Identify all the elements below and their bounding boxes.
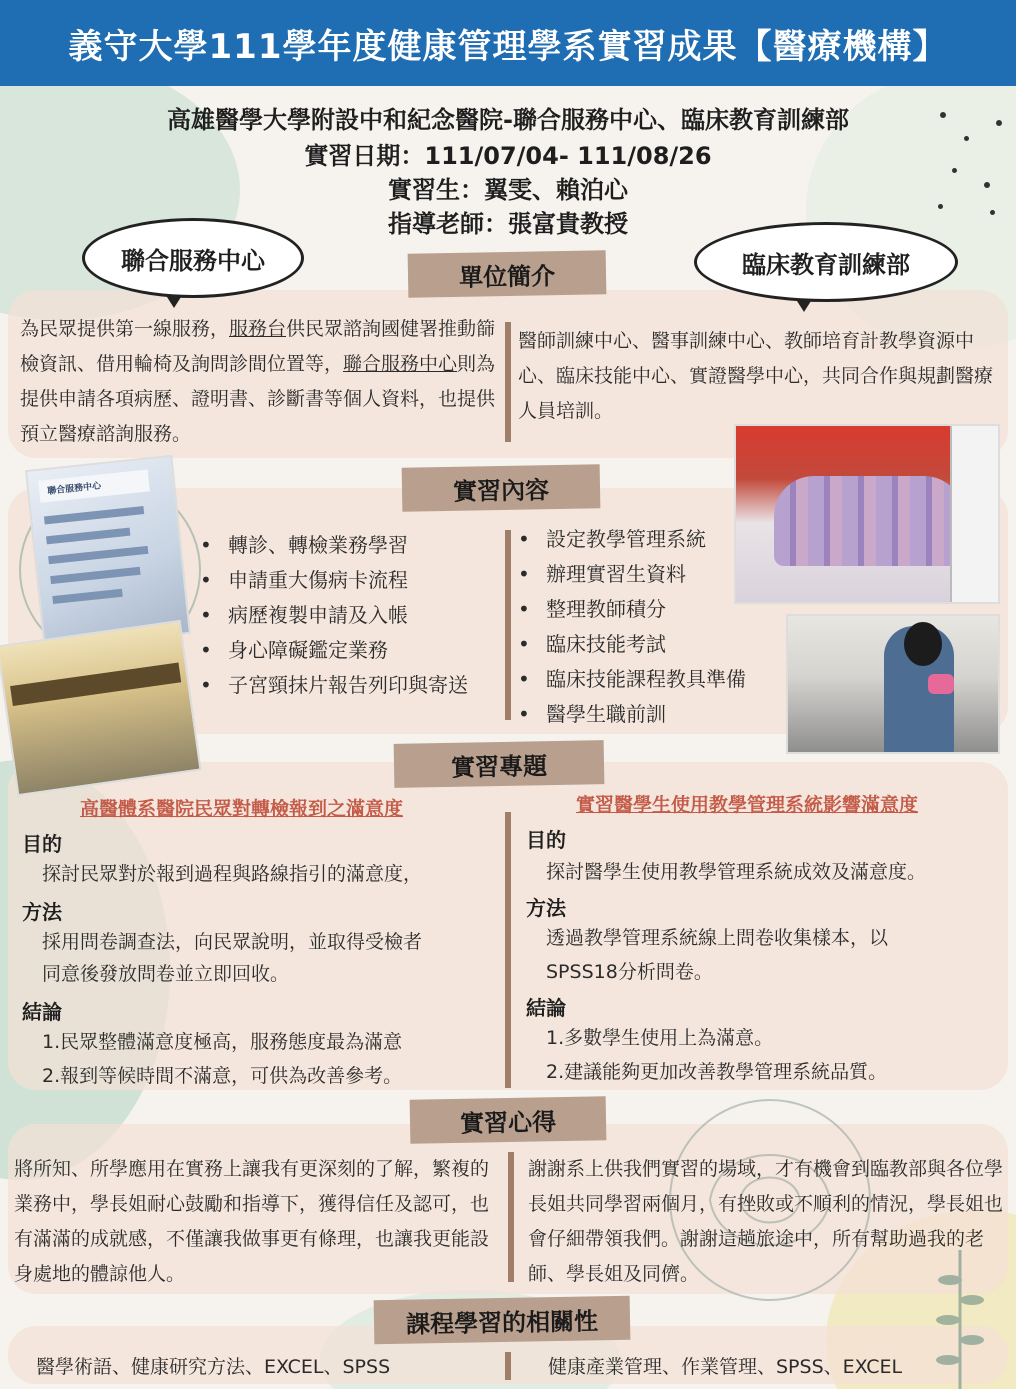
section-heading-relevance: 課程學習的相關性 bbox=[374, 1296, 631, 1344]
column-divider bbox=[505, 322, 511, 442]
clinical-skills-photo bbox=[786, 614, 1000, 754]
topic-right-result-label: 結論 bbox=[526, 996, 566, 1020]
advisor-line: 指導老師：張富貴教授 bbox=[388, 210, 628, 238]
section-heading-intro: 單位簡介 bbox=[408, 250, 607, 297]
topic-left-method-label: 方法 bbox=[22, 900, 62, 924]
column-divider bbox=[508, 1152, 514, 1282]
topic-left-title: 高醫體系醫院民眾對轉檢報到之滿意度 bbox=[80, 798, 404, 820]
topic-right-purpose: 探討醫學生使用教學管理系統成效及滿意度。 bbox=[546, 861, 927, 883]
intro-underlined-term: 聯合服務中心 bbox=[343, 353, 458, 375]
topic-left-result-line2: 2.報到等候時間不滿意，可供為改善參考。 bbox=[42, 1065, 403, 1087]
topic-left-result-label: 結論 bbox=[22, 1000, 62, 1024]
topic-left-purpose: 探討民眾對於報到過程與路線指引的滿意度， bbox=[42, 863, 423, 885]
service-center-task-list bbox=[200, 528, 510, 703]
institution-line: 高雄醫學大學附設中和紀念醫院-聯合服務中心、臨床教育訓練部 bbox=[167, 106, 849, 134]
photo-detail bbox=[44, 506, 144, 524]
photo-detail bbox=[928, 674, 954, 694]
list-item: • 病歷複製申請及入帳 bbox=[200, 598, 510, 633]
list-item: • 轉診、轉檢業務學習 bbox=[200, 528, 510, 563]
service-center-sign-photo bbox=[25, 455, 191, 649]
section-heading-reflection: 實習心得 bbox=[410, 1096, 607, 1143]
photo-detail bbox=[50, 567, 140, 584]
photo-detail bbox=[46, 528, 130, 545]
photo-sign-strip bbox=[38, 469, 150, 502]
photo-detail bbox=[774, 476, 964, 566]
intro-text-segment: 則為提供申請各項病歷、證明書、診斷書等個人資料，也提供預立醫療諮詢服務。 bbox=[20, 353, 496, 445]
intro-clinical-education-text: 醫師訓練中心、醫事訓練中心、教師培育計教學資源中心、臨床技能中心、實證醫學中心，共同合作與規劃醫療人員培訓。 bbox=[518, 330, 994, 422]
reflection-right-text: 謝謝系上供我們實習的場域，才有機會到臨教部與各位學長姐共同學習兩個月，有挫敗或不順利的情況，學長姐也會仔細帶領我們。謝謝這趟旅途中，所有幫助過我的老師、學長姐及同儕。 bbox=[528, 1158, 1004, 1285]
service-center-entrance-photo bbox=[0, 620, 202, 796]
intro-underlined-term: 服務台 bbox=[229, 318, 287, 340]
period-line: 實習日期：111/07/04- 111/08/26 bbox=[304, 142, 712, 170]
topic-right-result-line1: 1.多數學生使用上為滿意。 bbox=[546, 1027, 774, 1049]
topic-left-purpose-label: 目的 bbox=[22, 832, 62, 856]
photo-detail bbox=[48, 546, 148, 564]
topic-right-title: 實習醫學生使用教學管理系統影響滿意度 bbox=[576, 794, 919, 816]
section-heading-topics: 實習專題 bbox=[394, 740, 605, 788]
intro-service-center-text bbox=[20, 312, 500, 452]
page-title: 義守大學111學年度健康管理學系實習成果【醫療機構】 bbox=[68, 26, 948, 67]
topic-right-result-line2: 2.建議能夠更加改善教學管理系統品質。 bbox=[546, 1061, 888, 1083]
column-divider bbox=[505, 812, 511, 1088]
topic-right-method-label: 方法 bbox=[526, 896, 566, 920]
list-item: • 設定教學管理系統 bbox=[518, 522, 788, 557]
topic-right-method-line1: 透過教學管理系統線上問卷收集樣本，以 bbox=[546, 927, 889, 949]
list-item: • 申請重大傷病卡流程 bbox=[200, 563, 510, 598]
topic-left-method-line2: 同意後發放問卷並立即回收。 bbox=[42, 963, 290, 985]
photo-detail bbox=[10, 663, 181, 706]
intro-text-segment: 供民眾諮詢國健署推動篩檢資訊、借用輪椅及詢問診間位置等， bbox=[20, 318, 496, 375]
topic-right-method-line2: SPSS18分析問卷。 bbox=[546, 961, 713, 983]
topic-left-result-line1: 1.民眾整體滿意度極高，服務態度最為滿意 bbox=[42, 1031, 403, 1053]
clinical-education-task-list bbox=[518, 522, 788, 732]
header-bar bbox=[0, 0, 1016, 86]
photo-detail bbox=[904, 622, 942, 666]
unit-bubble-service-center: 聯合服務中心 bbox=[82, 218, 304, 298]
list-item: • 整理教師積分 bbox=[518, 592, 788, 627]
reflection-left-text: 將所知、所學應用在實務上讓我有更深刻的了解，繁複的業務中，學長姐耐心鼓勵和指導下，獲得信任及認可，也有滿滿的成就感，不僅讓我做事更有條理，也讓我更能設身處地的體諒他人。 bbox=[14, 1158, 490, 1285]
list-item: • 臨床技能課程教具準備 bbox=[518, 662, 788, 697]
relevance-left-text: 醫學術語、健康研究方法、EXCEL、SPSS bbox=[36, 1356, 391, 1378]
topic-left-method-line1: 採用問卷調查法，向民眾說明，並取得受檢者 bbox=[42, 931, 423, 953]
column-divider bbox=[505, 1352, 511, 1380]
intro-text-segment: 為民眾提供第一線服務， bbox=[20, 318, 230, 340]
section-heading-content: 實習內容 bbox=[402, 464, 601, 511]
list-item: • 身心障礙鑑定業務 bbox=[200, 633, 510, 668]
photo-sign-text: 聯合服務中心 bbox=[46, 481, 102, 497]
list-item: • 醫學生職前訓 bbox=[518, 697, 788, 732]
interns-line: 實習生：翼雯、賴泊心 bbox=[388, 176, 628, 204]
topic-right-purpose-label: 目的 bbox=[526, 828, 566, 852]
photo-detail bbox=[950, 426, 998, 604]
photo-detail bbox=[52, 589, 122, 604]
list-item: • 辦理實習生資料 bbox=[518, 557, 788, 592]
list-item: • 子宮頸抹片報告列印與寄送 bbox=[200, 668, 510, 703]
list-item: • 臨床技能考試 bbox=[518, 627, 788, 662]
unit-bubble-clinical-education: 臨床教育訓練部 bbox=[694, 222, 958, 302]
relevance-right-text: 健康產業管理、作業管理、SPSS、EXCEL bbox=[548, 1356, 903, 1378]
